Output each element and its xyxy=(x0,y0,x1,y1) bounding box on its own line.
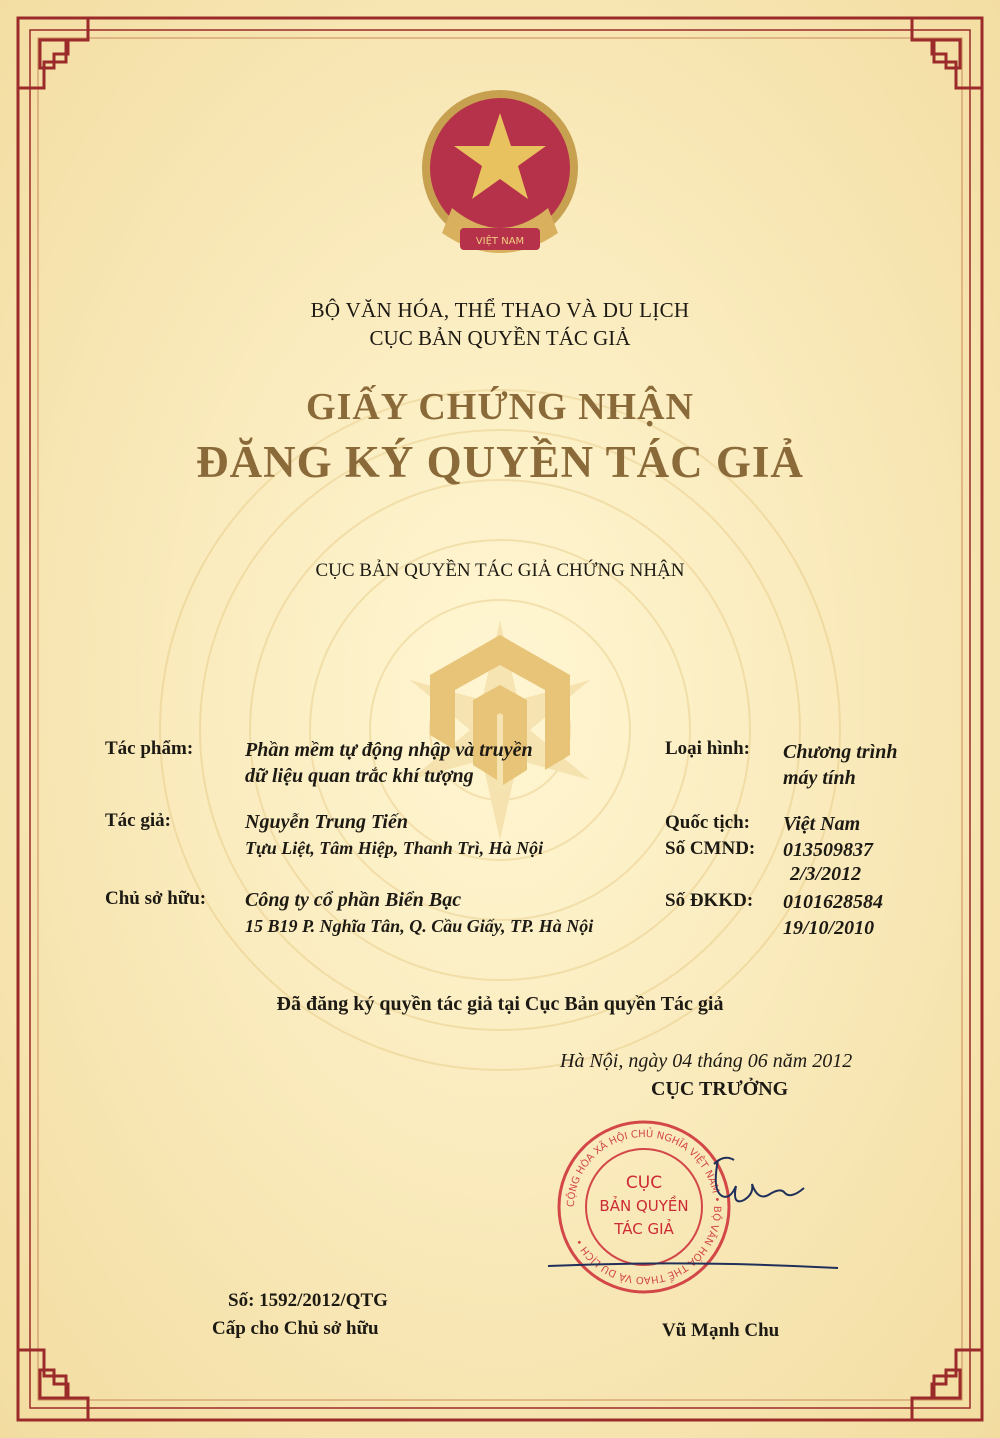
author-label: Tác giả: xyxy=(105,810,171,831)
emblem-text: VIỆT NAM xyxy=(475,236,525,247)
seal-center-line2: BẢN QUYỀN xyxy=(599,1197,689,1215)
director-name: Vũ Mạnh Chu xyxy=(662,1320,780,1341)
type-value-line2: máy tính xyxy=(783,767,856,789)
certificate-number: Số: 1592/2012/QTG xyxy=(228,1290,388,1311)
id-label: Số CMND: xyxy=(665,838,756,859)
type-value-line1: Chương trình xyxy=(783,741,898,763)
director-title: CỤC TRƯỞNG xyxy=(651,1078,789,1100)
id-date: 2/3/2012 xyxy=(790,863,862,885)
work-value-line2: dữ liệu quan trắc khí tượng xyxy=(245,765,474,787)
author-name: Nguyễn Trung Tiến xyxy=(245,811,408,833)
ministry-name: BỘ VĂN HÓA, THỂ THAO VÀ DU LỊCH xyxy=(310,298,690,322)
place-and-date: Hà Nội, ngày 04 tháng 06 năm 2012 xyxy=(560,1050,853,1072)
id-value: 013509837 xyxy=(783,839,873,861)
issued-to: Cấp cho Chủ sở hữu xyxy=(212,1318,379,1339)
nationality-value: Việt Nam xyxy=(783,813,861,835)
seal-ring-text: CỘNG HÒA XÃ HỘI CHỦ NGHĨA VIỆT NAM • BỘ VĂN HÓA THỂ THAO VÀ DU LỊCH • xyxy=(565,1128,723,1286)
work-label: Tác phẩm: xyxy=(105,738,194,759)
handwritten-signature xyxy=(700,1150,810,1210)
registered-statement: Đã đăng ký quyền tác giả tại Cục Bản quyền Tác giả xyxy=(276,993,724,1015)
owner-address: 15 B19 P. Nghĩa Tân, Q. Cầu Giấy, TP. Hà Nội xyxy=(245,916,594,936)
nationality-label: Quốc tịch: xyxy=(665,812,750,833)
department-name: CỤC BẢN QUYỀN TÁC GIẢ xyxy=(369,326,631,350)
certificate-title-line2: ĐĂNG KÝ QUYỀN TÁC GIẢ xyxy=(196,437,804,487)
certifies-heading: CỤC BẢN QUYỀN TÁC GIẢ CHỨNG NHẬN xyxy=(315,560,685,581)
seal-center-line1: CỤC xyxy=(625,1173,663,1193)
certificate-title-line1: GIẤY CHỨNG NHẬN xyxy=(306,386,694,428)
owner-label: Chủ sở hữu: xyxy=(105,888,207,909)
business-date: 19/10/2010 xyxy=(783,917,875,939)
business-value: 0101628584 xyxy=(783,891,883,913)
author-address: Tựu Liệt, Tâm Hiệp, Thanh Trì, Hà Nội xyxy=(245,838,544,858)
business-label: Số ĐKKD: xyxy=(665,890,754,911)
national-emblem-icon xyxy=(412,88,588,268)
seal-center-line3: TÁC GIẢ xyxy=(614,1220,674,1238)
owner-name: Công ty cổ phần Biển Bạc xyxy=(245,889,462,911)
signature-underline xyxy=(548,1258,838,1278)
type-label: Loại hình: xyxy=(665,738,751,759)
work-value-line1: Phần mềm tự động nhập và truyền xyxy=(245,739,533,761)
